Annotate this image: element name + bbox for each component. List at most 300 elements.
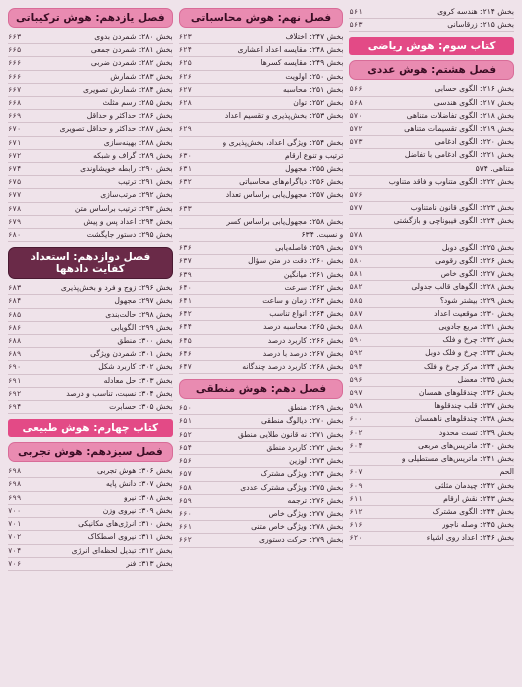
toc-entry-page: ۶۲۰: [349, 533, 363, 543]
toc-entry: [8, 558, 173, 571]
section-8-title: فصل هشتم: هوش عددی: [349, 60, 514, 80]
toc-entry-page: ۶۵۹: [178, 495, 193, 505]
toc-entry: [8, 137, 173, 150]
toc-entry-page: ۶۶۱: [178, 522, 193, 532]
toc-entry: [8, 229, 173, 242]
toc-entry-page: ۶۳۰: [178, 150, 193, 160]
toc-entry-title: بخش ۲۵۹: فاصله‌یابی: [275, 243, 344, 253]
toc-entry: [179, 150, 344, 163]
toc-entry-title: بخش ۲۳۲: چرخ و فلک: [442, 335, 514, 345]
toc-entry-title: بخش ۲۷۳: لوزین: [289, 456, 344, 466]
toc-entry: [179, 308, 344, 321]
toc-entry-title: بخش ۲۶۲: سرعت: [284, 282, 344, 292]
toc-entry: [179, 203, 344, 216]
toc-entry: [349, 229, 514, 242]
toc-entry: [8, 545, 173, 558]
toc-entry-page: ۵۸۱: [349, 269, 363, 279]
toc-entry: [179, 216, 344, 229]
toc-entry-page: ۷۰۲: [7, 532, 22, 542]
toc-entry-title: بخش ۲۳۹: تست محدود: [438, 427, 514, 437]
toc-entry-page: ۶۴۲: [178, 309, 193, 319]
toc-entry-title: و نسبت. ۶۳۴: [301, 230, 344, 240]
toc-entry: [8, 216, 173, 229]
toc-entry-page: ۶۸۶: [7, 322, 22, 332]
toc-entry-page: ۶۸۳: [7, 283, 22, 293]
toc-entry-page: ۶۹۹: [7, 492, 22, 502]
toc-entry-title: بخش ۲۲۲: الگوی متناوب و فاقد متناوب: [388, 176, 514, 186]
section-12-title: فصل دوازدهم: استعداد کفایت دادهها: [8, 247, 173, 279]
toc-entry-page: ۶۸۸: [7, 336, 22, 346]
toc-entry-title: بخش ۲۸۹: گراف و شبکه: [93, 150, 173, 160]
toc-entry: [349, 519, 514, 532]
toc-entry: [179, 242, 344, 255]
toc-entry-page: ۶۵۲: [178, 429, 193, 439]
toc-entry-page: ۶۲۵: [178, 58, 193, 68]
toc-entry-page: ۶۵۰: [178, 403, 193, 413]
toc-entry-title: بخش ۳۱۲: تبدیل لحظه‌ای انرژی: [71, 545, 173, 555]
toc-entry-page: ۶۶۳: [7, 32, 22, 41]
toc-entry: [349, 321, 514, 334]
toc-entry-page: ۵۶۶: [349, 84, 363, 94]
section-10-title: فصل دهم: هوش منطقی: [179, 379, 344, 399]
toc-entry-page: ۶۵۴: [178, 442, 193, 452]
toc-entry-page: ۵۹۸: [349, 401, 363, 411]
toc-entry-page: ۵۶۳: [349, 20, 363, 30]
toc-entry-page: ۵۷۶: [349, 190, 363, 200]
column-1-top-rows: [349, 6, 514, 32]
toc-entry-title: بخش ۲۳۰: موقعیت اعداد: [434, 308, 514, 318]
toc-entry: [349, 480, 514, 493]
toc-entry-title: بخش ۲۱۹: الگوی تقسیمات متناهی: [404, 124, 514, 134]
toc-entry-title: بخش ۳۰۴: نسبت، تناسب و درصد: [66, 388, 173, 398]
toc-entry: [179, 348, 344, 361]
toc-entry-page: ۶۰۰: [349, 414, 363, 424]
toc-entry: [179, 57, 344, 70]
toc-entry-title: بخش ۲۱۶: الگوی حسابی: [434, 84, 514, 94]
toc-entry-page: ۵۷۸: [349, 229, 363, 239]
toc-entry-title: بخش ۲۸۳: شمارش: [110, 71, 173, 81]
toc-entry: [179, 415, 344, 428]
toc-entry: [349, 281, 514, 294]
toc-entry-page: ۶۶۲: [178, 535, 193, 545]
toc-entry-title: بخش ۲۱۴: هندسه کروی: [437, 7, 514, 16]
toc-entry-title: بخش ۲۵۰: اولویت: [285, 71, 344, 81]
toc-entry-title: بخش ۲۴۹: مقایسه کسرها: [260, 58, 344, 68]
toc-entry-title: بخش ۲۴۵: وصله ناجور: [441, 520, 514, 530]
toc-entry-page: ۶۹۲: [7, 388, 22, 398]
toc-entry-page: ۶۰۴: [349, 440, 363, 450]
toc-entry-title: بخش ۲۲۸: الگوهای قالب جدولی: [411, 282, 514, 292]
toc-entry: [179, 31, 344, 44]
toc-entry-title: بخش ۲۵۶: دیاگرام‌های محاسباتی: [239, 177, 344, 187]
toc-entry: [179, 84, 344, 97]
toc-entry-page: ۶۲۷: [178, 84, 193, 94]
toc-entry: [349, 440, 514, 453]
toc-entry-page: ۵۷۳: [349, 137, 363, 147]
toc-entry-title: بخش ۲۲۷: الگوی خاص: [440, 269, 514, 279]
toc-entry: [349, 215, 514, 228]
toc-entry-page: ۶۲۹: [178, 124, 193, 134]
toc-entry-page: ۷۰۴: [7, 545, 22, 555]
toc-entry: [349, 176, 514, 189]
toc-entry: [179, 97, 344, 110]
toc-entry-title: بخش ۲۶۷: درصد با درصد: [262, 348, 344, 358]
toc-entry-page: ۶۷۲: [7, 150, 22, 160]
toc-entry-title: بخش ۲۵۷: مجهول‌یابی براساس تعداد: [225, 190, 344, 200]
toc-entry: [8, 518, 173, 531]
toc-entry-page: ۵۸۰: [349, 256, 363, 266]
toc-entry: [179, 295, 344, 308]
toc-entry-page: ۶۶۸: [7, 98, 22, 108]
toc-entry-title: بخش ۲۷۰: دیالوگ منطقی: [260, 416, 344, 426]
toc-entry-title: بخش ۳۰۶: هوش تجربی: [97, 466, 173, 476]
section-12-list: [8, 282, 173, 414]
toc-entry-title: بخش ۲۴۸: مقایسه اعداد اعشاری: [237, 45, 344, 55]
toc-entry: [179, 455, 344, 468]
toc-entry-title: بخش ۲۶۰: دقت در متن سؤال: [248, 256, 344, 266]
toc-entry-page: ۶۶۵: [7, 45, 22, 55]
toc-entry-title: بخش ۲۳۶: چندقلوهای همسان: [418, 388, 514, 398]
toc-entry-title: بخش ۲۲۴: الگوی فیبوناچی و بازگشتی: [393, 216, 514, 226]
toc-entry-title: بخش ۲۹۵: دستور جایگشت: [86, 230, 173, 240]
toc-entry-page: ۷۰۰: [7, 505, 22, 515]
toc-entry-title: بخش ۳۰۲: کاربرد شکل: [98, 362, 173, 372]
toc-entry-page: ۶۱۲: [349, 506, 363, 516]
toc-entry: [179, 321, 344, 334]
section-9-title: فصل نهم: هوش محاسباتی: [179, 8, 344, 28]
toc-entry: [349, 374, 514, 387]
toc-entry-page: ۶۲۸: [178, 98, 193, 108]
toc-entry: [8, 309, 173, 322]
toc-entry: [349, 532, 514, 545]
toc-entry-page: ۶۲۴: [178, 45, 193, 55]
toc-entry: [349, 136, 514, 149]
toc-entry-title: بخش ۲۴۷: اختلاف: [285, 32, 344, 41]
toc-entry-title: بخش ۲۹۰: رابطه خویشاوندی: [80, 164, 173, 174]
toc-entry-page: ۵۷۰: [349, 110, 363, 120]
toc-entry: [179, 255, 344, 268]
toc-entry: [349, 453, 514, 466]
toc-entry-page: ۶۹۰: [7, 362, 22, 372]
toc-entry-page: ۶۰۲: [349, 427, 363, 437]
toc-entry-page: ۶۷۹: [7, 216, 22, 226]
toc-entry: [8, 492, 173, 505]
toc-entry-title: متناهی. ۵۷۴: [475, 163, 514, 173]
toc-entry-page: ۵۹۲: [349, 348, 363, 358]
toc-entry: [8, 189, 173, 202]
toc-entry: [349, 347, 514, 360]
toc-entry: [179, 442, 344, 455]
toc-entry-title: بخش ۲۵۸: مجهول‌یابی براساس کسر: [226, 216, 344, 226]
toc-column-3: [8, 6, 173, 683]
toc-entry-title: بخش ۲۹۳: ترتیب براساس متن: [74, 203, 173, 213]
toc-entry-page: ۵۶۱: [349, 7, 363, 16]
toc-entry: [349, 255, 514, 268]
toc-entry: [349, 189, 514, 202]
toc-entry-page: ۶۴۶: [178, 348, 193, 358]
toc-entry-page: ۶۹۱: [7, 375, 22, 385]
toc-entry: [8, 361, 173, 374]
toc-entry-page: ۶۶۰: [178, 508, 193, 518]
toc-entry-title: بخش ۲۳۱: مربع جادویی: [438, 322, 514, 332]
toc-entry-title: بخش ۲۷۱: نه قانون طلایی منطق: [238, 429, 344, 439]
toc-entry-title: بخش ۲۸۷: حداکثر و حداقل تصویری: [59, 124, 173, 134]
toc-entry-title: بخش ۲۱۸: الگوی تفاضلات متناهی: [406, 110, 514, 120]
toc-entry: [179, 229, 344, 242]
toc-entry: [349, 493, 514, 506]
toc-entry: [349, 268, 514, 281]
section-10-list: [179, 402, 344, 547]
toc-entry: [349, 295, 514, 308]
toc-entry: [179, 110, 344, 123]
toc-entry-title: بخش ۲۳۸: چندقلوهای ناهمسان: [414, 414, 514, 424]
toc-entry-page: ۶۸۹: [7, 349, 22, 359]
toc-entry: [8, 31, 173, 44]
toc-entry-page: ۶۴۷: [178, 362, 193, 372]
toc-entry-title: بخش ۲۹۲: مرتب‌سازی: [100, 190, 173, 200]
toc-entry-page: ۶۹۴: [7, 402, 22, 412]
toc-entry: [179, 71, 344, 84]
toc-entry-page: ۶۴۰: [178, 282, 193, 292]
toc-entry-page: ۶۷۴: [7, 164, 22, 174]
section-11-list: [8, 31, 173, 242]
toc-entry-title: بخش ۲۵۵: مجهول: [285, 164, 344, 174]
toc-entry-page: ۶۴۵: [178, 335, 193, 345]
toc-entry: [349, 413, 514, 426]
toc-entry-page: ۶۱۱: [349, 493, 363, 503]
toc-entry-title: بخش ۲۷۶: ترجمه: [287, 495, 344, 505]
toc-entry: [179, 361, 344, 374]
toc-entry-title: بخش ۲۶۴: انواع تناسب: [269, 309, 344, 319]
toc-entry-title: بخش ۲۷۹: حرکت دستوری: [259, 535, 344, 545]
toc-entry: [349, 361, 514, 374]
toc-entry-title: بخش ۲۸۲: شمردن ضربی: [90, 58, 173, 68]
toc-entry-page: ۶۰۹: [349, 480, 363, 490]
toc-entry-page: ۶۱۶: [349, 520, 363, 530]
toc-entry-title: بخش ۳۰۹: نیروی وزن: [102, 505, 173, 515]
toc-entry-title: بخش ۲۹۸: حالت‌بندی: [105, 309, 173, 319]
toc-entry-page: ۶۲۶: [178, 71, 193, 81]
toc-entry-page: ۶۳۳: [178, 203, 193, 213]
toc-entry-title: بخش ۲۳۳: چرخ و فلک دوبل: [425, 348, 514, 358]
toc-entry: [349, 427, 514, 440]
toc-entry: [179, 495, 344, 508]
toc-entry-title: بخش ۲۲۶: الگوی رقومی: [435, 256, 514, 266]
toc-entry-page: ۶۹۸: [7, 466, 22, 476]
toc-entry-page: ۶۷۷: [7, 190, 22, 200]
toc-entry-page: ۶۹۸: [7, 479, 22, 489]
toc-entry: [8, 531, 173, 544]
toc-entry-title: بخش ۲۵۴: ویژگی اعداد، بخش‌پذیری و: [222, 137, 344, 147]
toc-entry: [349, 110, 514, 123]
toc-entry: [8, 401, 173, 414]
toc-entry-title: بخش ۲۹۴: اعداد پس و پیش: [83, 216, 173, 226]
toc-entry-title: بخش ۲۴۱: ماتریس‌های مستطیلی و: [401, 454, 514, 464]
section-13-title: فصل سیزدهم: هوش تجربی: [8, 442, 173, 462]
toc-entry-title: بخش ۲۶۳: زمان و ساعت: [262, 296, 344, 306]
toc-entry: [349, 6, 514, 19]
toc-entry-title: بخش ۳۱۳: فنر: [126, 558, 173, 568]
toc-entry: [179, 402, 344, 415]
toc-entry-title: بخش ۲۶۸: کاربرد درصد چندگانه: [242, 362, 344, 372]
toc-entry-title: بخش ۲۶۹: منطق: [288, 403, 344, 413]
toc-entry-page: ۵۸۲: [349, 282, 363, 292]
toc-entry: [349, 202, 514, 215]
toc-entry: [179, 163, 344, 176]
section-13-list: [8, 465, 173, 571]
toc-entry: [349, 242, 514, 255]
toc-entry-page: ۵۸۷: [349, 308, 363, 318]
toc-entry-page: ۶۳۷: [178, 256, 193, 266]
toc-entry: [349, 308, 514, 321]
toc-entry: [349, 400, 514, 413]
toc-entry-title: بخش ۲۲۰: الگوی ادغامی: [434, 137, 514, 147]
toc-entry-page: ۶۵۶: [178, 456, 193, 466]
toc-entry-page: ۶۶۶: [7, 58, 22, 68]
toc-entry-page: ۶۸۰: [7, 230, 22, 240]
toc-entry-title: بخش ۳۱۰: انرژی‌های مکانیکی: [78, 519, 173, 529]
toc-entry-title: بخش ۲۳۵: معضل: [457, 374, 514, 384]
toc-entry-title: بخش ۲۳۴: مرکز چرخ و فلک: [423, 361, 514, 371]
toc-entry-page: ۶۳۶: [178, 243, 193, 253]
toc-entry: [8, 110, 173, 123]
toc-entry: [349, 123, 514, 136]
toc-entry-page: ۶۴۴: [178, 322, 193, 332]
toc-entry-page: ۷۰۶: [7, 558, 22, 568]
section-11-title: فصل یازدهم: هوش ترکیباتی: [8, 8, 173, 28]
toc-entry-page: ۵۷۲: [349, 124, 363, 134]
book-4-label: کتاب چهارم: هوش طبیعی: [8, 419, 173, 437]
toc-entry-page: ۶۶۹: [7, 111, 22, 121]
toc-entry: [8, 478, 173, 491]
toc-entry: [179, 44, 344, 57]
toc-entry: [8, 97, 173, 110]
toc-entry-title: بخش ۲۴۶: اعداد روی اشیاء: [426, 533, 514, 543]
toc-entry: [349, 19, 514, 32]
toc-entry-page: ۵۹۶: [349, 374, 363, 384]
toc-entry-page: ۵۸۵: [349, 295, 363, 305]
toc-entry-page: ۶۳۹: [178, 269, 193, 279]
toc-entry-page: ۶۷۰: [7, 124, 22, 134]
toc-entry-title: بخش ۲۵۱: محاسبه: [282, 84, 344, 94]
toc-entry: [179, 189, 344, 202]
toc-entry: [8, 465, 173, 478]
toc-entry-title: بخش ۲۸۴: شمارش تصویری: [83, 84, 173, 94]
toc-entry-page: ۶۵۱: [178, 416, 193, 426]
toc-entry-title: بخش ۲۲۱: الگوی ادغامی با تفاضل: [404, 150, 514, 160]
toc-column-1: [349, 6, 514, 683]
toc-entry-title: بخش ۳۰۰: منطق: [117, 336, 173, 346]
toc-entry-title: بخش ۲۵۲: توان: [293, 98, 344, 108]
toc-entry: [179, 521, 344, 534]
toc-entry: [8, 295, 173, 308]
toc-entry-page: ۵۷۹: [349, 242, 363, 252]
toc-entry: [179, 137, 344, 150]
toc-entry: [179, 508, 344, 521]
toc-entry-page: ۶۰۷: [349, 467, 363, 477]
toc-entry-title: بخش ۲۷۷: ویژگی خاص: [268, 508, 344, 518]
toc-entry: [8, 150, 173, 163]
toc-entry: [8, 123, 173, 136]
toc-entry-title: بخش ۲۳۷: قلب چندقلوها: [434, 401, 514, 411]
toc-entry-title: ترتیب و تنوع ارقام: [284, 150, 344, 160]
toc-entry-page: ۶۳۲: [178, 177, 193, 187]
toc-entry: [8, 282, 173, 295]
toc-entry-title: بخش ۲۶۶: کاربرد درصد: [267, 335, 344, 345]
toc-entry-page: ۵۶۸: [349, 97, 363, 107]
toc-entry-title: بخش ۲۸۸: بهینه‌سازی: [103, 137, 173, 147]
toc-entry-title: بخش ۲۱۷: الگوی هندسی: [433, 97, 514, 107]
toc-entry-title: بخش ۲۹۱: ترتیب: [118, 177, 173, 187]
toc-entry-title: بخش ۲۲۹: بیشتر شود؟: [439, 295, 514, 305]
toc-entry-page: ۶۴۱: [178, 296, 193, 306]
toc-entry-page: ۶۵۸: [178, 482, 193, 492]
toc-entry: [349, 387, 514, 400]
toc-entry-page: ۶۶۶: [7, 71, 22, 81]
toc-entry: [8, 375, 173, 388]
toc-entry: [179, 468, 344, 481]
toc-entry: [349, 506, 514, 519]
toc-entry-title: بخش ۲۱۵: زرقاسانی: [447, 20, 514, 30]
toc-entry-title: بخش ۲۸۰: شمردن بدوی: [94, 32, 173, 41]
section-8-list: [349, 83, 514, 545]
toc-entry-page: ۶۷۵: [7, 177, 22, 187]
toc-entry-title: بخش ۳۰۵: حسابرت: [109, 402, 173, 412]
toc-entry-title: بخش ۲۹۷: مجهول: [114, 296, 173, 306]
toc-entry-title: بخش ۲۸۱: شمردن جمعی: [90, 45, 173, 55]
toc-entry: [349, 149, 514, 162]
toc-entry: [179, 335, 344, 348]
toc-entry: [8, 84, 173, 97]
toc-entry-title: بخش ۲۶۱: میانگین: [283, 269, 344, 279]
toc-entry: [8, 348, 173, 361]
toc-entry-title: بخش ۲۷۸: ویژگی خاص متنی: [251, 522, 344, 532]
book-3-label: کتاب سوم: هوش ریاضی: [349, 37, 514, 55]
toc-entry-title: الحم: [499, 467, 514, 477]
toc-entry-page: ۶۷۸: [7, 203, 22, 213]
toc-entry: [8, 57, 173, 70]
toc-entry-title: بخش ۲۲۵: الگوی دوبل: [441, 242, 514, 252]
toc-entry-title: بخش ۲۹۹: الگویابی: [110, 322, 173, 332]
toc-entry: [8, 388, 173, 401]
toc-entry-title: بخش ۲۷۴: ویژگی مشترک: [260, 469, 344, 479]
toc-entry: [179, 123, 344, 136]
toc-entry-page: ۵۷۷: [349, 203, 363, 213]
toc-entry-title: بخش ۲۴۴: الگوی مشترک: [432, 506, 514, 516]
toc-entry-title: بخش ۳۰۱: شمردن ویژگی: [90, 349, 173, 359]
toc-entry-title: بخش ۳۱۱: نیروی اصطکاک: [87, 532, 173, 542]
toc-entry-title: بخش ۲۷۲: کاربرد منطق: [266, 442, 344, 452]
toc-entry: [179, 482, 344, 495]
section-9-list: [179, 31, 344, 374]
toc-entry-title: بخش ۲۸۶: حداکثر و حداقل: [86, 111, 173, 121]
toc-entry: [349, 97, 514, 110]
toc-entry: [8, 44, 173, 57]
toc-entry: [349, 466, 514, 479]
toc-entry: [179, 429, 344, 442]
toc-entry-page: ۵۹۴: [349, 361, 363, 371]
toc-column-2: [179, 6, 344, 683]
toc-entry: [179, 269, 344, 282]
toc-entry-title: بخش ۲۵۳: بخش‌پذیری و تقسیم اعداد: [224, 111, 344, 121]
toc-entry: [179, 176, 344, 189]
toc-entry: [8, 203, 173, 216]
toc-entry-title: بخش ۲۸۵: رسم مثلث: [102, 98, 173, 108]
toc-entry: [179, 534, 344, 547]
toc-entry-page: ۶۸۵: [7, 309, 22, 319]
toc-entry-page: ۶۵۷: [178, 469, 193, 479]
toc-entry: [8, 163, 173, 176]
